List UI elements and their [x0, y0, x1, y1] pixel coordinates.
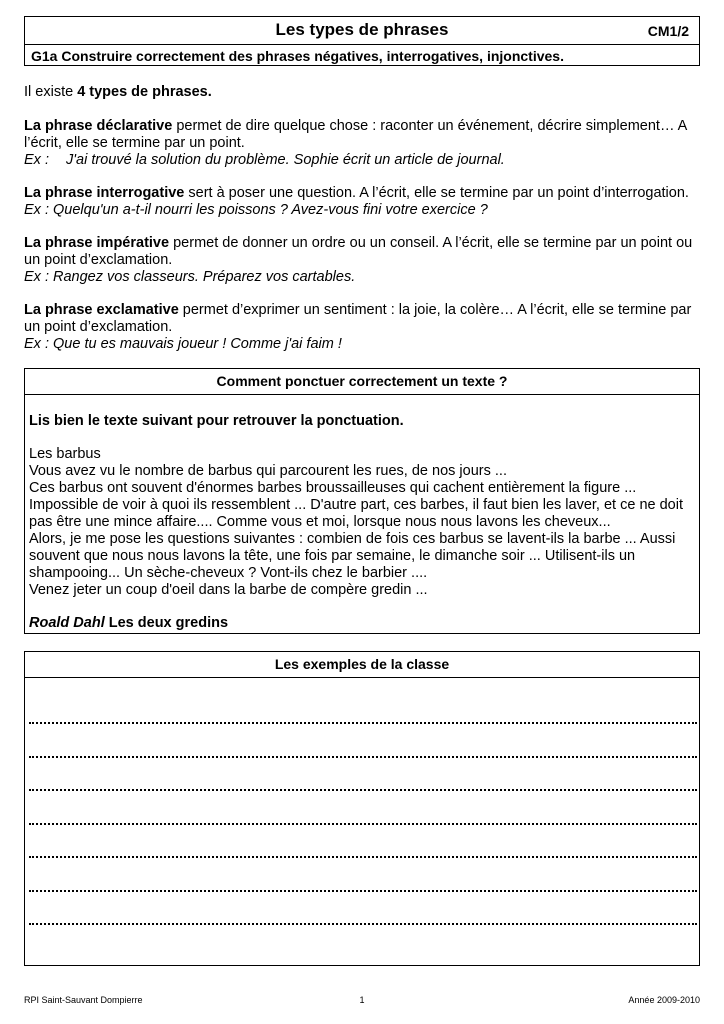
type-example	[24, 336, 704, 353]
writing-line[interactable]	[29, 720, 697, 724]
type-desc: permet de dire quelque chose : raconter un événement, décrire simplement… A l’écrit, elle se termine par un point.	[24, 118, 687, 151]
writing-line[interactable]	[29, 821, 697, 825]
intro-bold: 4 types de phrases.	[77, 84, 212, 100]
instruction: Lis bien le texte suivant pour retrouver la ponctuation.	[29, 413, 404, 429]
writing-line[interactable]	[29, 921, 697, 925]
writing-line[interactable]	[29, 787, 697, 791]
writing-line[interactable]	[29, 888, 697, 892]
example-text: J'ai trouvé la solution du problème. Sophie écrit un article de journal.	[66, 152, 505, 168]
type-description	[24, 185, 704, 202]
example-text: Rangez vos classeurs. Préparez vos cartables.	[53, 269, 356, 285]
example-text: Que tu es mauvais joueur ! Comme j'ai faim !	[53, 336, 342, 352]
type-desc: permet de donner un ordre ou un conseil. A l’écrit, elle se termine par un point ou un point d’exclamation.	[24, 235, 693, 268]
lesson-objective: G1a Construire correctement des phrases négatives, interrogatives, injonctives.	[31, 48, 564, 64]
class-level: CM1/2	[647, 23, 689, 39]
header-title-row	[25, 17, 699, 45]
footer-year: Année 2009-2010	[628, 995, 700, 1005]
writing-line[interactable]	[29, 854, 697, 858]
type-example	[24, 152, 704, 169]
source-credit	[29, 615, 699, 632]
type-interrogative	[24, 185, 704, 219]
type-name: La phrase impérative	[24, 235, 170, 251]
story-line: Alors, je me pose les questions suivantes : combien de fois ces barbus se lavent-ils la barbe ... Aussi souvent que nous nous lavons la tête, une fois par semaine, le dimanche soir ... Utilisent-ils un shampooing... Un sèche-cheveux ? Vont-ils chez le barbier ....	[29, 531, 676, 581]
type-name: La phrase exclamative	[24, 302, 179, 318]
story-title: Les barbus	[29, 446, 101, 462]
type-description	[24, 302, 704, 336]
writing-line[interactable]	[29, 754, 697, 758]
type-desc: sert à poser une question. A l’écrit, elle se termine par un point d’interrogation.	[184, 185, 689, 201]
footer-page-number: 1	[359, 995, 365, 1005]
punctuation-box	[24, 368, 700, 634]
example-text: Quelqu'un a-t-il nourri les poissons ? Avez-vous fini votre exercice ?	[53, 202, 488, 218]
type-imperative	[24, 235, 704, 286]
story-line: Ces barbus ont souvent d'énormes barbes broussailleuses qui cachent entièrement la figure ...	[29, 480, 637, 496]
author-name: Roald Dahl	[29, 615, 105, 631]
example-label: Ex :	[24, 336, 49, 352]
type-exclamative	[24, 302, 704, 353]
example-label: Ex :	[24, 152, 49, 168]
type-description	[24, 118, 704, 152]
examples-box	[24, 651, 700, 966]
intro-lead: Il existe	[24, 84, 78, 100]
page-title: Les types de phrases	[275, 20, 449, 39]
punctuation-heading: Comment ponctuer correctement un texte ?	[25, 369, 699, 395]
type-example	[24, 269, 704, 286]
sentence-types	[24, 118, 704, 369]
examples-heading: Les exemples de la classe	[25, 652, 699, 678]
story-line: Impossible de voir à quoi ils ressemblent ... D'autre part, ces barbes, il faut bien les laver, et ce ne doit pas être une mince affaire.... Comme vous et moi, lorsque nous nous lavons les cheveux...	[29, 497, 683, 530]
book-title: Les deux gredins	[104, 615, 229, 631]
type-desc: permet d’exprimer un sentiment : la joie, la colère… A l’écrit, elle se termine par un point d’exclamation.	[24, 302, 692, 335]
type-example	[24, 202, 704, 219]
story-line: Venez jeter un coup d'oeil dans la barbe de compère gredin ...	[29, 582, 428, 598]
story-line: Vous avez vu le nombre de barbus qui parcourent les rues, de nos jours ...	[29, 463, 507, 479]
example-label: Ex :	[24, 269, 49, 285]
type-name: La phrase interrogative	[24, 185, 185, 201]
example-label: Ex :	[24, 202, 49, 218]
type-name: La phrase déclarative	[24, 118, 173, 134]
punctuation-content	[29, 413, 699, 632]
header-box	[24, 16, 700, 66]
intro-text	[24, 84, 212, 100]
type-declarative	[24, 118, 704, 169]
footer-school: RPI Saint-Sauvant Dompierre	[24, 995, 143, 1005]
type-description	[24, 235, 704, 269]
